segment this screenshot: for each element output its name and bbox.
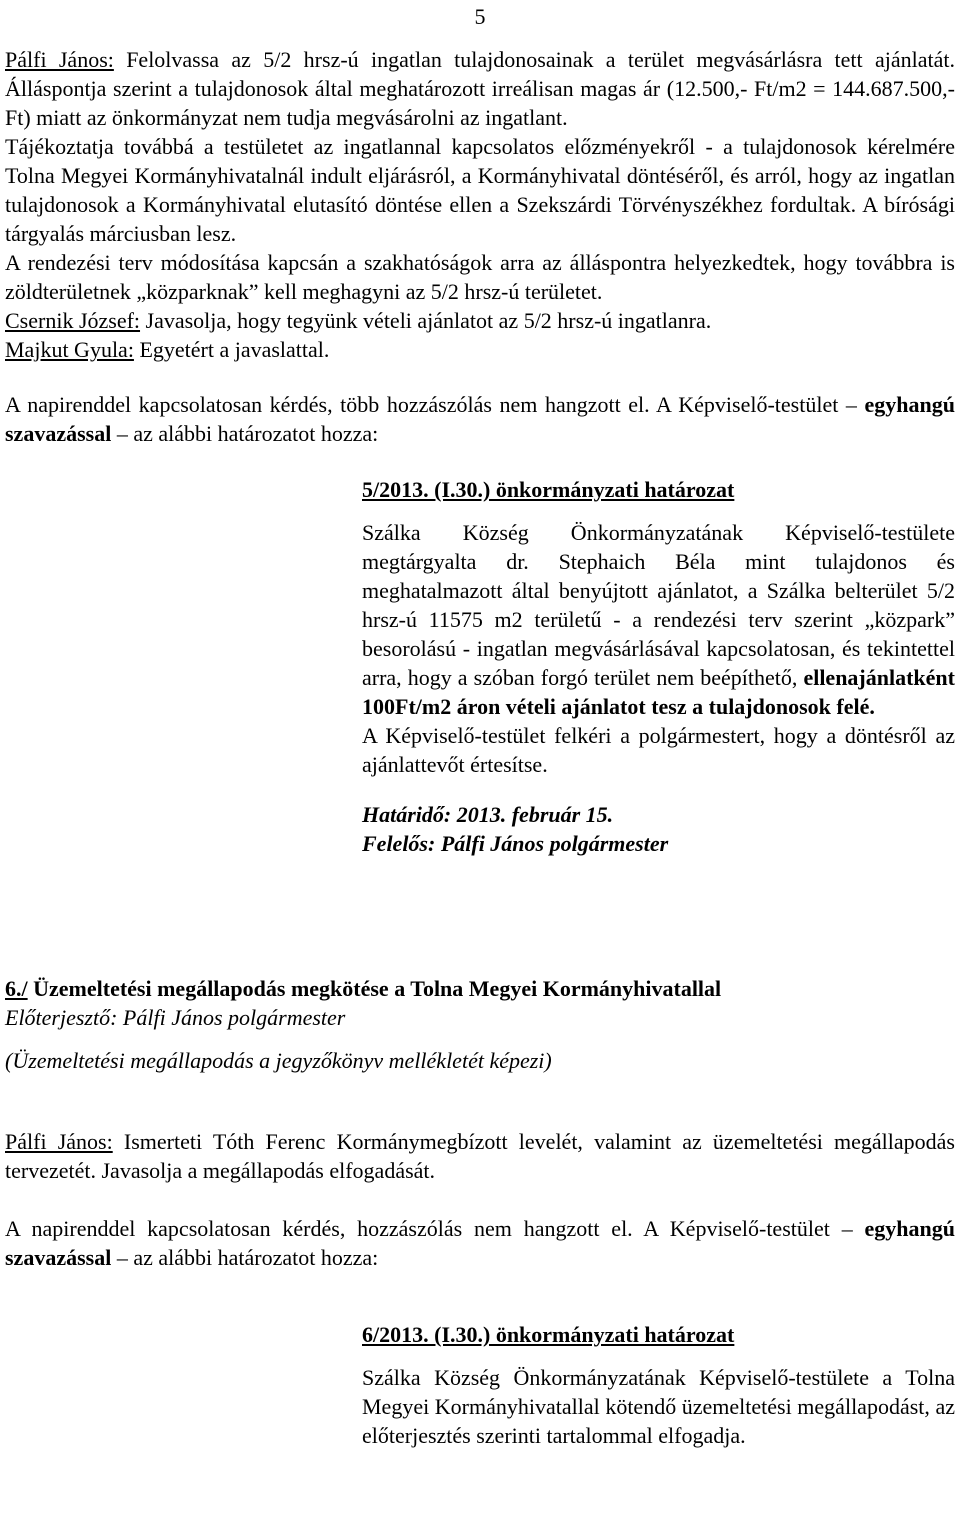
resolution-text-decision: ellenajánlatként 100Ft/m2 áron vételi ajánlatot tesz a tulajdonosok felé.: [362, 665, 955, 719]
vote-rest: – az alábbi határozatot hozza:: [111, 421, 379, 446]
agenda-item-6: [5, 974, 955, 1003]
vote-rest: – az alábbi határozatot hozza:: [111, 1245, 379, 1270]
page-number: 5: [474, 4, 486, 29]
document-body: [5, 45, 955, 1450]
resolution-responsible: Felelős: Pálfi János polgármester: [362, 831, 669, 856]
paragraph-majkut: [5, 335, 955, 364]
vote-method: egyhangú szavazással: [5, 1216, 955, 1270]
paragraph-text: Egyetért a javaslattal.: [133, 337, 330, 362]
agenda-attachment-note: (Üzemeltetési megállapodás a jegyzőkönyv mellékletét képezi): [5, 1048, 552, 1073]
resolution-text: [362, 518, 955, 721]
speaker-label: Pálfi János:: [5, 1129, 113, 1154]
paragraph-palfi-offer: [5, 45, 955, 132]
paragraph-text: Javasolja, hogy tegyünk vételi ajánlatot az 5/2 hrsz-ú ingatlanra.: [140, 308, 712, 333]
paragraph-text: Felolvassa az 5/2 hrsz-ú ingatlan tulajdonosainak a terület megvásárlásra tett ajánlatát. Álláspontja szerint a tulajdonosok által meghatározott irreálisan magas ár (12.500,- Ft/m2 = 144.687.500,-Ft) miatt az önkormányzat nem tudja megvásárolni az ingatlant.: [5, 47, 955, 130]
resolution-title: 5/2013. (I.30.) önkormányzati határozat: [362, 477, 735, 502]
vote-statement-2: [5, 1214, 955, 1272]
vote-method: egyhangú szavazással: [5, 392, 955, 446]
paragraph-zoning: A rendezési terv módosítása kapcsán a szakhatóságok arra az álláspontra helyezkedtek, hogy továbbra is zöldterületnek „közparknak” kell meghagyni az 5/2 hrsz-ú területet.: [5, 250, 955, 304]
resolution-text: Szálka Község Önkormányzatának Képviselő-testülete a Tolna Megyei Kormányhivatallal kötendő üzemeltetési megállapodást, az előterjesztés szerinti tartalommal elfogadja.: [362, 1365, 955, 1448]
paragraph-text: Ismerteti Tóth Ferenc Kormánymegbízott levelét, valamint az üzemeltetési megállapodás tervezetét. Javasolja a megállapodás elfogadását.: [5, 1129, 955, 1183]
resolution-5-2013: [362, 475, 955, 858]
resolution-6-2013: [362, 1320, 955, 1450]
paragraph-csernik: [5, 306, 955, 335]
vote-intro: A napirenddel kapcsolatosan kérdés, több hozzászólás nem hangzott el. A Képviselő-testület –: [5, 392, 865, 417]
agenda-number: 6./: [5, 976, 28, 1001]
speaker-label: Csernik József:: [5, 308, 141, 333]
resolution-instruction: A Képviselő-testület felkéri a polgármestert, hogy a döntésről az ajánlattevőt értesítse.: [362, 723, 955, 777]
resolution-text-main: Szálka Község Önkormányzatának Képviselő-testülete megtárgyalta dr. Stephaich Béla mint tulajdonos és meghatalmazott által benyújtott ajánlatot, a Szálka belterület 5/2 hrsz-ú 11575 m2 területű - a rendezési terv szerint „közpark” besorolású - ingatlan megvásárlásával kapcsolatosan, és tekintettel arra, hogy a szóban forgó terület nem beépíthető,: [362, 520, 955, 690]
agenda-title: Üzemeltetési megállapodás megkötése a Tolna Megyei Kormányhivatallal: [33, 976, 722, 1001]
speaker-label: Majkut Gyula:: [5, 337, 134, 362]
agenda-presenter: Előterjesztő: Pálfi János polgármester: [5, 1005, 346, 1030]
paragraph-palfi-letter: [5, 1127, 955, 1185]
paragraph-background: Tájékoztatja továbbá a testületet az ingatlannal kapcsolatos előzményekről - a tulajdonosok kérelmére Tolna Megyei Kormányhivatalnál indult eljárásról, a Kormányhivatal döntéséről, és arról, hogy az ingatlan tulajdonosok a Kormányhivatal elutasító döntése ellen a Szekszárdi Törvényszékhez fordultak. A bírósági tárgyalás márciusban lesz.: [5, 134, 955, 246]
vote-statement-1: [5, 390, 955, 448]
resolution-deadline: Határidő: 2013. február 15.: [362, 802, 614, 827]
vote-intro: A napirenddel kapcsolatosan kérdés, hozzászólás nem hangzott el. A Képviselő-testület –: [5, 1216, 865, 1241]
resolution-title: 6/2013. (I.30.) önkormányzati határozat: [362, 1322, 735, 1347]
speaker-label: Pálfi János:: [5, 47, 114, 72]
